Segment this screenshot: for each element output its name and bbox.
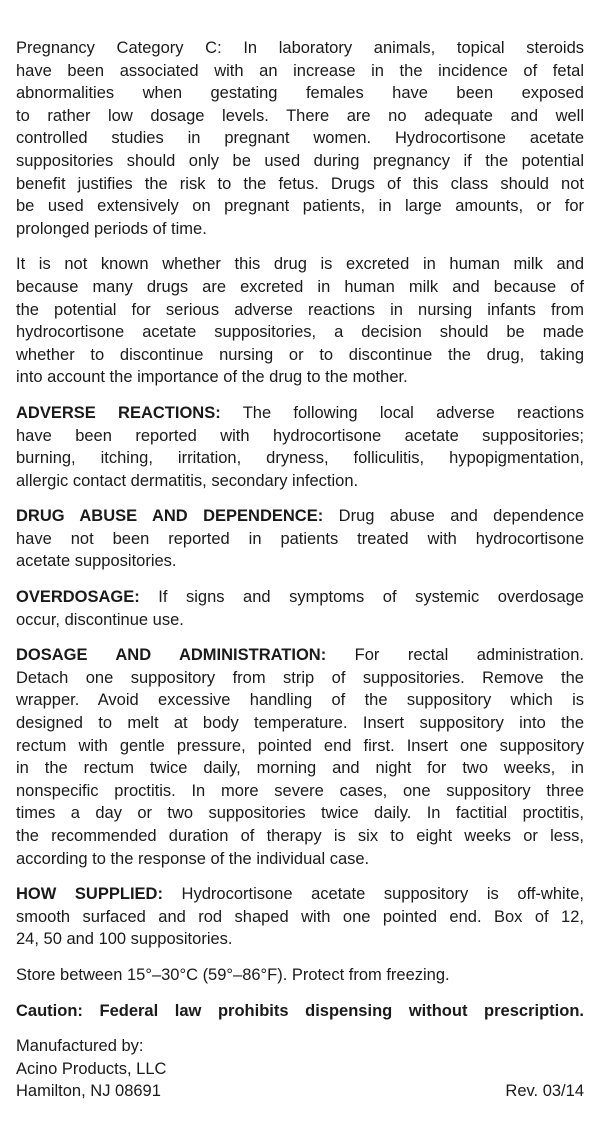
paragraph xyxy=(16,505,584,573)
line-text: If signs and symptoms of systemic overdosage xyxy=(139,588,584,607)
paragraph xyxy=(16,402,584,492)
line-text: Pregnancy Category C: In laboratory animals, topical steroids xyxy=(16,39,584,57)
insert-paragraphs xyxy=(16,37,584,987)
text-line xyxy=(16,928,584,951)
line-text: Detach one suppository from strip of suppositories. Remove the xyxy=(16,668,584,687)
text-line xyxy=(16,299,584,322)
text-line xyxy=(16,735,584,758)
line-text: It is not known whether this drug is excreted in human milk and xyxy=(16,255,584,274)
line-text: according to the response of the individual case. xyxy=(16,849,370,868)
text-line xyxy=(16,425,584,448)
paragraph xyxy=(16,644,584,870)
paragraph xyxy=(16,253,584,389)
text-line xyxy=(16,712,584,735)
line-text: nonspecific proctitis. In more severe cases, one suppository three xyxy=(16,781,584,800)
text-line xyxy=(16,60,584,83)
text-line xyxy=(16,883,584,906)
text-line xyxy=(16,276,584,299)
manufacturer-address xyxy=(16,1080,584,1103)
line-text: controlled studies in pregnant women. Hydrocortisone acetate xyxy=(16,129,584,148)
text-line xyxy=(16,505,584,528)
section-heading: DRUG ABUSE AND DEPENDENCE: xyxy=(16,507,324,526)
caution-statement xyxy=(16,1000,584,1023)
manufactured-by-label: Manufactured by: xyxy=(16,1037,144,1056)
text-line xyxy=(16,689,584,712)
text-line xyxy=(16,127,584,150)
line-text: burning, itching, irritation, dryness, folliculitis, hypopigmentation, xyxy=(16,449,584,468)
line-text: Hydrocortisone acetate suppository is off-white, xyxy=(162,885,585,904)
section-heading: DOSAGE AND ADMINISTRATION: xyxy=(16,646,327,665)
manufacturer-name: Acino Products, LLC xyxy=(16,1059,167,1078)
line-text: designed to melt at body temperature. Insert suppository into the xyxy=(16,714,584,733)
line-text: in the rectum twice daily, morning and night for two weeks, in xyxy=(16,759,584,778)
line-text: Drug abuse and dependence xyxy=(323,507,584,526)
line-text: the recommended duration of therapy is six to eight weeks or less, xyxy=(16,827,584,845)
line-text: prolonged periods of time. xyxy=(16,219,207,238)
line-text: because many drugs are excreted in human milk and because of xyxy=(16,277,584,296)
line-text: wrapper. Avoid excessive handling of the suppository which is xyxy=(16,691,584,710)
line-text: 24, 50 and 100 suppositories. xyxy=(16,930,233,949)
text-line xyxy=(16,253,584,276)
section-heading: OVERDOSAGE: xyxy=(16,588,140,607)
line-text: abnormalities when gestating females have been exposed xyxy=(16,84,584,103)
text-line xyxy=(16,321,584,344)
text-line xyxy=(16,848,584,871)
section-heading: ADVERSE REACTIONS: xyxy=(16,403,221,422)
line-text: acetate suppositories. xyxy=(16,552,177,571)
paragraph xyxy=(16,586,584,631)
text-line xyxy=(16,195,584,218)
text-line xyxy=(16,550,584,573)
line-text: have been reported with hydrocortisone acetate suppositories; xyxy=(16,426,584,445)
line-text: benefit justifies the risk to the fetus. Drugs of this class should not xyxy=(16,174,584,193)
line-text: to rather low dosage levels. There are no adequate and well xyxy=(16,106,584,125)
line-text: the potential for serious adverse reactions in nursing infants from xyxy=(16,300,584,319)
text-line xyxy=(16,105,584,128)
text-line xyxy=(16,82,584,105)
line-text: whether to discontinue nursing or to discontinue the drug, taking xyxy=(16,345,584,364)
text-line xyxy=(16,780,584,803)
text-line xyxy=(16,150,584,173)
text-line xyxy=(16,344,584,367)
paragraph xyxy=(16,883,584,951)
line-text: occur, discontinue use. xyxy=(16,610,184,629)
line-text: hydrocortisone acetate suppositories, a decision should be made xyxy=(16,323,584,342)
text-line xyxy=(16,218,584,241)
text-line xyxy=(16,366,584,389)
text-line xyxy=(16,528,584,551)
line-text: The following local adverse reactions xyxy=(220,403,584,422)
text-line xyxy=(16,37,584,60)
line-text: suppositories should only be used during pregnancy if the potential xyxy=(16,151,584,170)
text-line xyxy=(16,447,584,470)
text-line xyxy=(16,906,584,929)
text-line xyxy=(16,173,584,196)
text-line xyxy=(16,802,584,825)
paragraph xyxy=(16,964,584,987)
line-text: have not been reported in patients treated with hydrocortisone xyxy=(16,529,584,548)
manufacturer-block xyxy=(16,1035,584,1103)
address-text: Hamilton, NJ 08691 xyxy=(16,1082,161,1101)
text-line xyxy=(16,644,584,667)
line-text: into account the importance of the drug to the mother. xyxy=(16,368,408,387)
text-line xyxy=(16,586,584,609)
line-text: have been associated with an increase in the incidence of fetal xyxy=(16,61,584,80)
revision-date: Rev. 03/14 xyxy=(505,1082,584,1101)
text-line xyxy=(16,757,584,780)
line-text: smooth surfaced and rod shaped with one pointed end. Box of 12, xyxy=(16,907,584,926)
line-text: times a day or two suppositories twice daily. In factitial proctitis, xyxy=(16,804,584,823)
paragraph xyxy=(16,37,584,240)
text-line xyxy=(16,402,584,425)
line-text: rectum with gentle pressure, pointed end first. Insert one suppository xyxy=(16,736,584,755)
text-line xyxy=(16,609,584,632)
package-insert-document xyxy=(16,37,584,1116)
line-text: allergic contact dermatitis, secondary infection. xyxy=(16,471,359,490)
text-line xyxy=(16,825,584,848)
line-text: Store between 15°–30°C (59°–86°F). Protect from freezing. xyxy=(16,965,450,984)
line-text: be used extensively on pregnant patients, in large amounts, or for xyxy=(16,197,584,216)
caution-text: Caution: Federal law prohibits dispensing without prescription. xyxy=(16,1001,584,1020)
text-line xyxy=(16,470,584,493)
text-line xyxy=(16,667,584,690)
section-heading: HOW SUPPLIED: xyxy=(16,885,163,904)
text-line xyxy=(16,964,584,987)
line-text: For rectal administration. xyxy=(326,646,584,665)
